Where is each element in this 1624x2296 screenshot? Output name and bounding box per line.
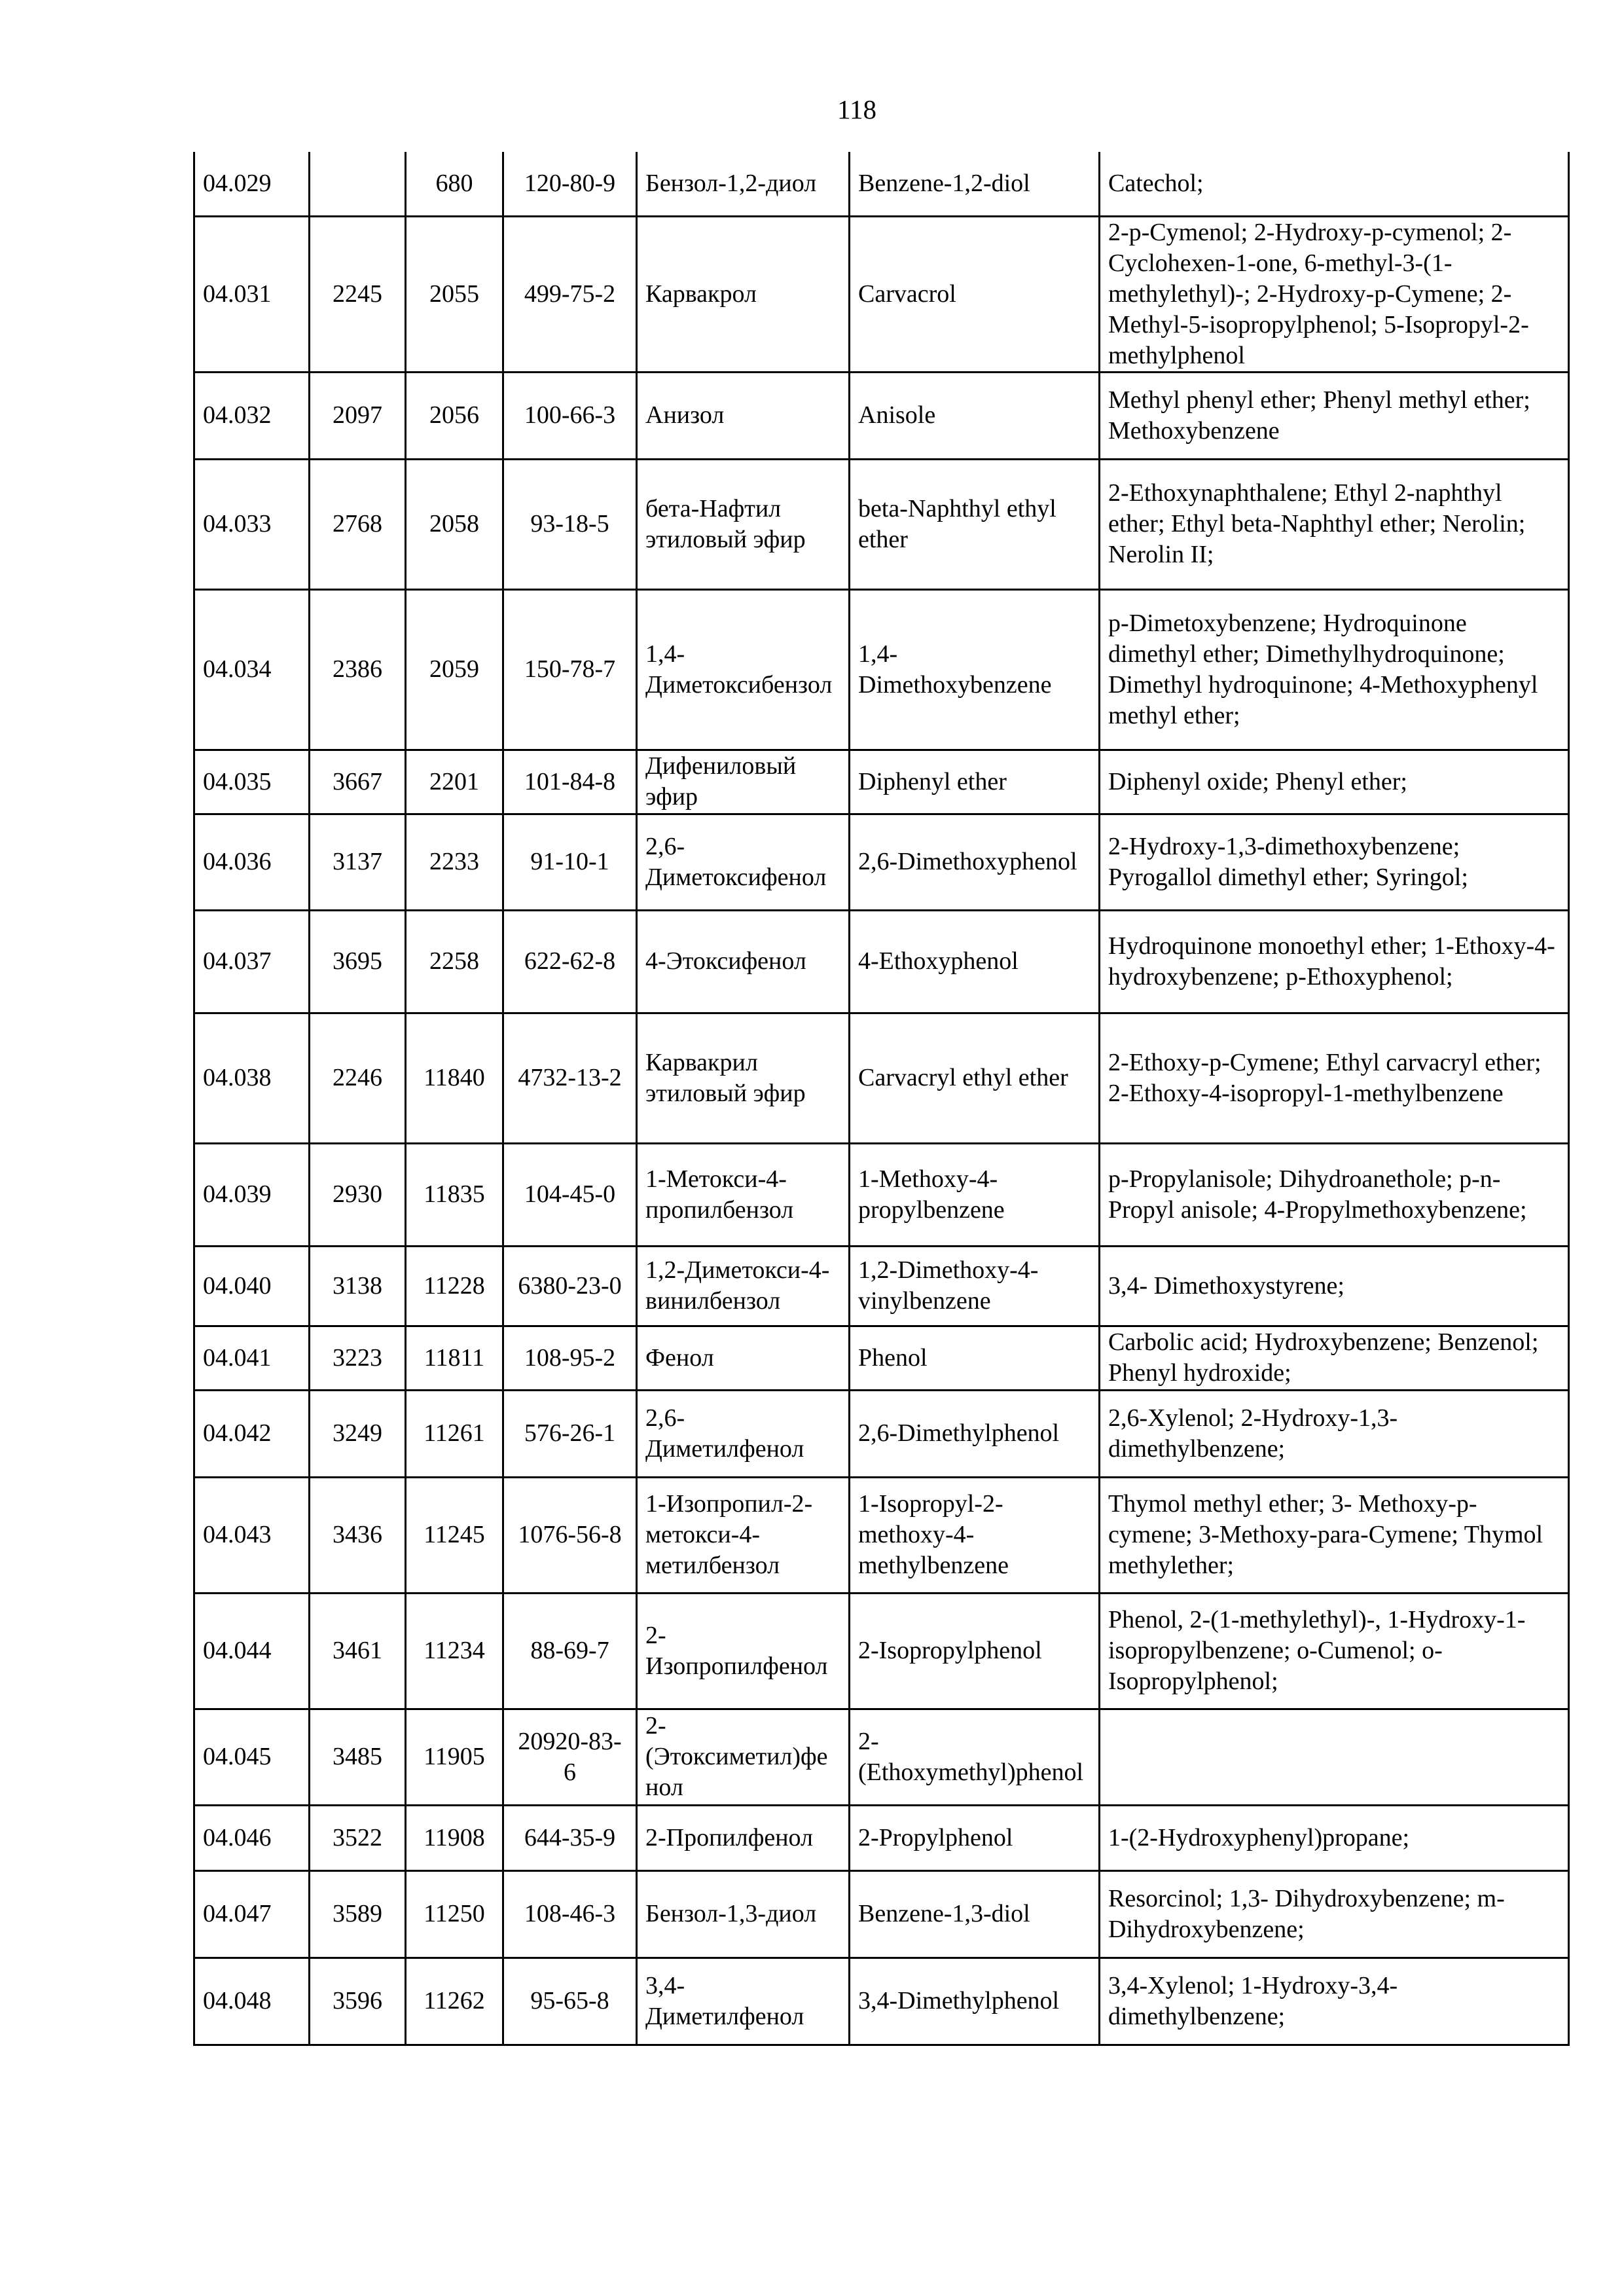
name-russian-cell: Карвакрил этиловый эфир [637, 1013, 850, 1143]
name-russian-cell: Карвакрол [637, 216, 850, 372]
table-row [194, 1246, 1569, 1326]
cas-number-cell: 150-78-7 [503, 589, 637, 750]
name-english-cell: 1,4-Dimethoxybenzene [850, 589, 1100, 750]
name-russian-cell: Бензол-1,2-диол [637, 152, 850, 216]
jecfa-number-cell: 3695 [310, 910, 406, 1013]
coe-number-cell: 2233 [406, 814, 503, 910]
name-english-cell: 1-Isopropyl-2-methoxy-4-methylbenzene [850, 1477, 1100, 1593]
cas-number-cell: 120-80-9 [503, 152, 637, 216]
coe-number-cell: 11228 [406, 1246, 503, 1326]
synonyms-cell: Catechol; [1100, 152, 1569, 216]
coe-number-cell: 2056 [406, 372, 503, 459]
fl-number-cell: 04.040 [194, 1246, 310, 1326]
fl-number-cell: 04.034 [194, 589, 310, 750]
jecfa-number-cell [310, 152, 406, 216]
table-row [194, 1805, 1569, 1870]
fl-number-cell: 04.044 [194, 1593, 310, 1709]
table-row [194, 1390, 1569, 1477]
table-row [194, 216, 1569, 372]
jecfa-number-cell: 3596 [310, 1958, 406, 2045]
name-russian-cell: 1,4-Диметоксибензол [637, 589, 850, 750]
coe-number-cell: 2055 [406, 216, 503, 372]
fl-number-cell: 04.036 [194, 814, 310, 910]
name-russian-cell: 2,6-Диметилфенол [637, 1390, 850, 1477]
cas-number-cell: 622-62-8 [503, 910, 637, 1013]
jecfa-number-cell: 3485 [310, 1709, 406, 1805]
jecfa-number-cell: 3522 [310, 1805, 406, 1870]
jecfa-number-cell: 3223 [310, 1326, 406, 1390]
jecfa-number-cell: 3436 [310, 1477, 406, 1593]
synonyms-cell: p-Dimetoxybenzene; Hydroquinone dimethyl ether; Dimethylhydroquinone; Dimethyl hydroquinone; 4-Methoxyphenyl methyl ether; [1100, 589, 1569, 750]
fl-number-cell: 04.043 [194, 1477, 310, 1593]
fl-number-cell: 04.046 [194, 1805, 310, 1870]
name-english-cell: beta-Naphthyl ethyl ether [850, 459, 1100, 589]
coe-number-cell: 11261 [406, 1390, 503, 1477]
jecfa-number-cell: 2386 [310, 589, 406, 750]
name-english-cell: 2-(Ethoxymethyl)phenol [850, 1709, 1100, 1805]
name-russian-cell: 3,4-Диметилфенол [637, 1958, 850, 2045]
name-english-cell: 2,6-Dimethylphenol [850, 1390, 1100, 1477]
table-row [194, 372, 1569, 459]
synonyms-cell: p-Propylanisole; Dihydroanethole; p-n-Propyl anisole; 4-Propylmethoxybenzene; [1100, 1143, 1569, 1246]
table-row [194, 1013, 1569, 1143]
coe-number-cell: 11840 [406, 1013, 503, 1143]
table-row [194, 1709, 1569, 1805]
table-row [194, 1477, 1569, 1593]
coe-number-cell: 11835 [406, 1143, 503, 1246]
table-body [194, 152, 1569, 2045]
name-english-cell: Phenol [850, 1326, 1100, 1390]
name-english-cell: Benzene-1,2-diol [850, 152, 1100, 216]
synonyms-cell: 2,6-Xylenol; 2-Hydroxy-1,3-dimethylbenzene; [1100, 1390, 1569, 1477]
cas-number-cell: 20920-83-6 [503, 1709, 637, 1805]
jecfa-number-cell: 2245 [310, 216, 406, 372]
name-english-cell: Carvacryl ethyl ether [850, 1013, 1100, 1143]
name-english-cell: 2-Propylphenol [850, 1805, 1100, 1870]
synonyms-cell: 2-Hydroxy-1,3-dimethoxybenzene; Pyrogallol dimethyl ether; Syringol; [1100, 814, 1569, 910]
name-english-cell: 2-Isopropylphenol [850, 1593, 1100, 1709]
synonyms-cell: 2-Ethoxynaphthalene; Ethyl 2-naphthyl ether; Ethyl beta-Naphthyl ether; Nerolin; Nerolin II; [1100, 459, 1569, 589]
name-russian-cell: бета-Нафтил этиловый эфир [637, 459, 850, 589]
table-row [194, 152, 1569, 216]
cas-number-cell: 644-35-9 [503, 1805, 637, 1870]
synonyms-cell: 3,4- Dimethoxystyrene; [1100, 1246, 1569, 1326]
coe-number-cell: 2058 [406, 459, 503, 589]
cas-number-cell: 91-10-1 [503, 814, 637, 910]
fl-number-cell: 04.045 [194, 1709, 310, 1805]
coe-number-cell: 2201 [406, 750, 503, 814]
coe-number-cell: 2059 [406, 589, 503, 750]
coe-number-cell: 11234 [406, 1593, 503, 1709]
name-russian-cell: 4-Этоксифенол [637, 910, 850, 1013]
fl-number-cell: 04.042 [194, 1390, 310, 1477]
name-russian-cell: 1-Изопропил-2-метокси-4-метилбензол [637, 1477, 850, 1593]
synonyms-cell: Diphenyl oxide; Phenyl ether; [1100, 750, 1569, 814]
name-english-cell: 2,6-Dimethoxyphenol [850, 814, 1100, 910]
synonyms-cell: 3,4-Xylenol; 1-Hydroxy-3,4-dimethylbenzene; [1100, 1958, 1569, 2045]
fl-number-cell: 04.032 [194, 372, 310, 459]
fl-number-cell: 04.039 [194, 1143, 310, 1246]
fl-number-cell: 04.029 [194, 152, 310, 216]
synonyms-cell: 2-p-Cymenol; 2-Hydroxy-p-cymenol; 2-Cyclohexen-1-one, 6-methyl-3-(1-methylethyl)-; 2-Hydroxy-p-Cymene; 2-Methyl-5-isopropylphenol; 5-Isopropyl-2-methylphenol [1100, 216, 1569, 372]
cas-number-cell: 6380-23-0 [503, 1246, 637, 1326]
jecfa-number-cell: 3249 [310, 1390, 406, 1477]
coe-number-cell: 11245 [406, 1477, 503, 1593]
cas-number-cell: 101-84-8 [503, 750, 637, 814]
table-row [194, 750, 1569, 814]
jecfa-number-cell: 2930 [310, 1143, 406, 1246]
table-row [194, 1958, 1569, 2045]
name-russian-cell: 2,6-Диметоксифенол [637, 814, 850, 910]
fl-number-cell: 04.041 [194, 1326, 310, 1390]
fl-number-cell: 04.038 [194, 1013, 310, 1143]
name-english-cell: 1-Methoxy-4-propylbenzene [850, 1143, 1100, 1246]
cas-number-cell: 104-45-0 [503, 1143, 637, 1246]
synonyms-cell: Thymol methyl ether; 3- Methoxy-p-cymene; 3-Methoxy-para-Cymene; Thymol methylether; [1100, 1477, 1569, 1593]
coe-number-cell: 11811 [406, 1326, 503, 1390]
cas-number-cell: 100-66-3 [503, 372, 637, 459]
synonyms-cell: 1-(2-Hydroxyphenyl)propane; [1100, 1805, 1569, 1870]
cas-number-cell: 95-65-8 [503, 1958, 637, 2045]
coe-number-cell: 11908 [406, 1805, 503, 1870]
fl-number-cell: 04.048 [194, 1958, 310, 2045]
table-row [194, 1870, 1569, 1958]
jecfa-number-cell: 3589 [310, 1870, 406, 1958]
name-russian-cell: Дифениловый эфир [637, 750, 850, 814]
page-number: 118 [837, 94, 876, 124]
synonyms-cell: Methyl phenyl ether; Phenyl methyl ether; Methoxybenzene [1100, 372, 1569, 459]
name-russian-cell: 1-Метокси-4-пропилбензол [637, 1143, 850, 1246]
fl-number-cell: 04.033 [194, 459, 310, 589]
fl-number-cell: 04.035 [194, 750, 310, 814]
coe-number-cell: 2258 [406, 910, 503, 1013]
name-russian-cell: Анизол [637, 372, 850, 459]
synonyms-cell: Resorcinol; 1,3- Dihydroxybenzene; m-Dihydroxybenzene; [1100, 1870, 1569, 1958]
synonyms-cell: Hydroquinone monoethyl ether; 1-Ethoxy-4-hydroxybenzene; p-Ethoxyphenol; [1100, 910, 1569, 1013]
jecfa-number-cell: 2246 [310, 1013, 406, 1143]
name-russian-cell: 2-Пропилфенол [637, 1805, 850, 1870]
table-row [194, 1143, 1569, 1246]
name-english-cell: 4-Ethoxyphenol [850, 910, 1100, 1013]
jecfa-number-cell: 3138 [310, 1246, 406, 1326]
fl-number-cell: 04.037 [194, 910, 310, 1013]
cas-number-cell: 93-18-5 [503, 459, 637, 589]
table-row [194, 459, 1569, 589]
name-russian-cell: Бензол-1,3-диол [637, 1870, 850, 1958]
cas-number-cell: 88-69-7 [503, 1593, 637, 1709]
table-row [194, 814, 1569, 910]
jecfa-number-cell: 2097 [310, 372, 406, 459]
name-english-cell: 1,2-Dimethoxy-4-vinylbenzene [850, 1246, 1100, 1326]
table-row [194, 1326, 1569, 1390]
flavouring-substances-table [193, 152, 1570, 2046]
name-english-cell: Anisole [850, 372, 1100, 459]
name-russian-cell: 1,2-Диметокси-4-винилбензол [637, 1246, 850, 1326]
table-row [194, 589, 1569, 750]
synonyms-cell [1100, 1709, 1569, 1805]
name-english-cell: Carvacrol [850, 216, 1100, 372]
table-row [194, 1593, 1569, 1709]
synonyms-cell: 2-Ethoxy-p-Cymene; Ethyl carvacryl ether; 2-Ethoxy-4-isopropyl-1-methylbenzene [1100, 1013, 1569, 1143]
synonyms-cell: Phenol, 2-(1-methylethyl)-, 1-Hydroxy-1-isopropylbenzene; o-Cumenol; o-Isopropylphenol; [1100, 1593, 1569, 1709]
cas-number-cell: 576-26-1 [503, 1390, 637, 1477]
cas-number-cell: 4732-13-2 [503, 1013, 637, 1143]
cas-number-cell: 108-95-2 [503, 1326, 637, 1390]
coe-number-cell: 11262 [406, 1958, 503, 2045]
cas-number-cell: 108-46-3 [503, 1870, 637, 1958]
jecfa-number-cell: 3461 [310, 1593, 406, 1709]
cas-number-cell: 1076-56-8 [503, 1477, 637, 1593]
fl-number-cell: 04.047 [194, 1870, 310, 1958]
name-russian-cell: 2-Изопропилфенол [637, 1593, 850, 1709]
coe-number-cell: 11250 [406, 1870, 503, 1958]
name-russian-cell: Фенол [637, 1326, 850, 1390]
jecfa-number-cell: 3137 [310, 814, 406, 910]
coe-number-cell: 11905 [406, 1709, 503, 1805]
fl-number-cell: 04.031 [194, 216, 310, 372]
coe-number-cell: 680 [406, 152, 503, 216]
synonyms-cell: Carbolic acid; Hydroxybenzene; Benzenol; Phenyl hydroxide; [1100, 1326, 1569, 1390]
name-english-cell: Diphenyl ether [850, 750, 1100, 814]
cas-number-cell: 499-75-2 [503, 216, 637, 372]
jecfa-number-cell: 2768 [310, 459, 406, 589]
table-row [194, 910, 1569, 1013]
name-english-cell: 3,4-Dimethylphenol [850, 1958, 1100, 2045]
name-russian-cell: 2-(Этоксиметил)фенол [637, 1709, 850, 1805]
name-english-cell: Benzene-1,3-diol [850, 1870, 1100, 1958]
jecfa-number-cell: 3667 [310, 750, 406, 814]
